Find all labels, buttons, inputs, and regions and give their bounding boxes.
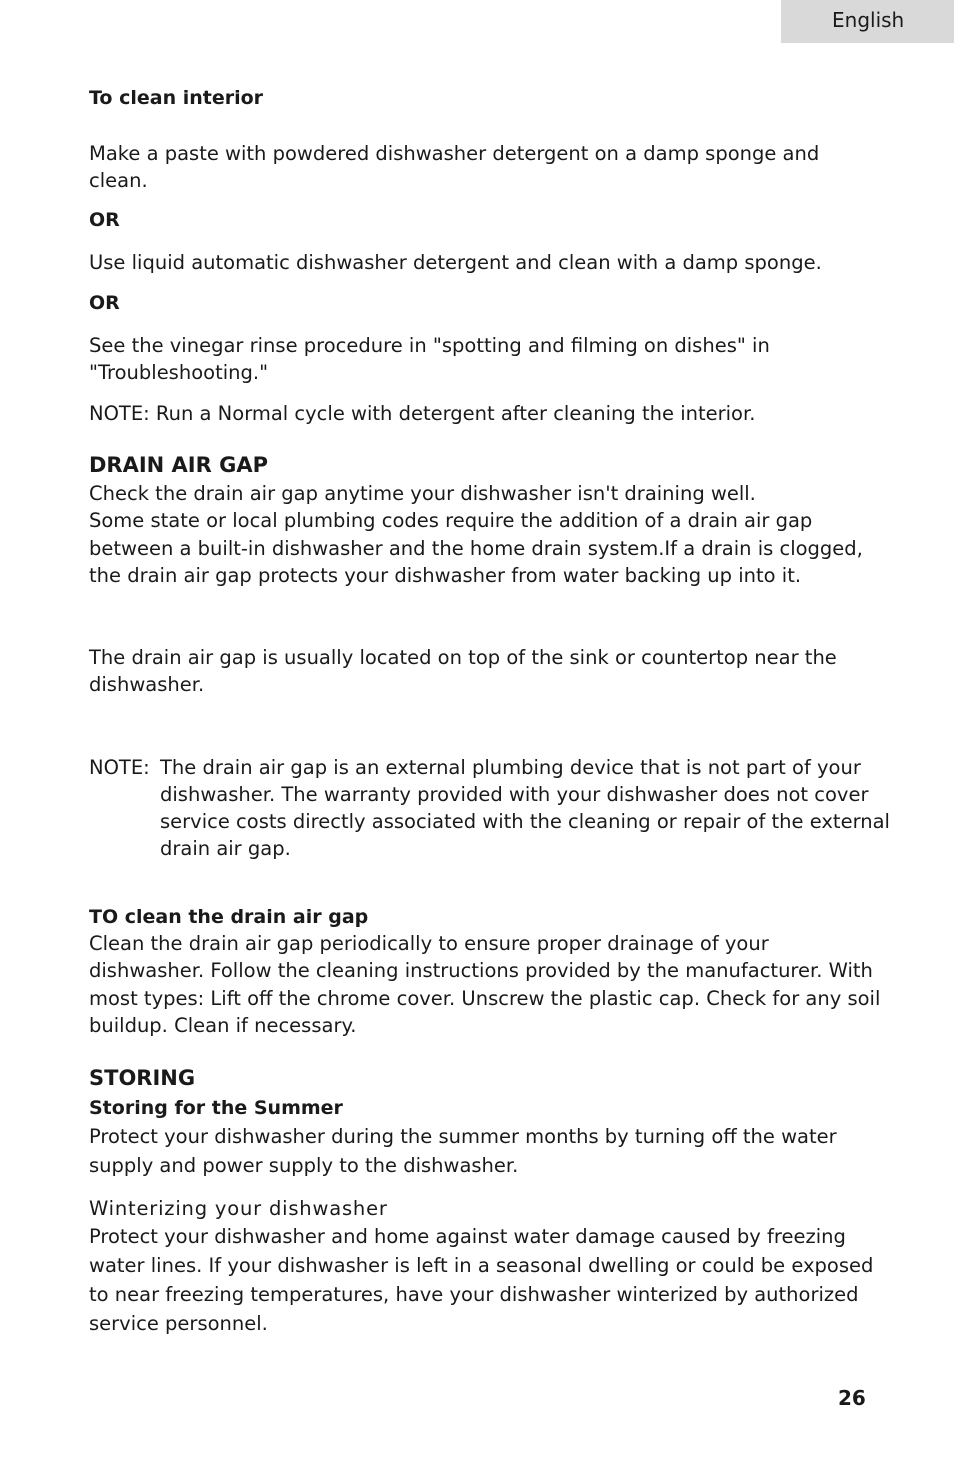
language-label: English <box>832 8 905 32</box>
or-separator-1: OR <box>89 209 120 231</box>
winter-heading: Winterizing your dishwasher <box>89 1197 388 1220</box>
summer-paragraph: Protect your dishwasher during the summer months by turning off the water supply and power supply to the dishwasher. <box>89 1125 837 1177</box>
page-number: 26 <box>838 1386 866 1410</box>
storing-heading: STORING <box>89 1066 196 1090</box>
note-label: NOTE: <box>89 756 150 779</box>
interior-paragraph-1: Make a paste with powdered dishwasher detergent on a damp sponge and clean. <box>89 142 820 193</box>
language-tab <box>781 0 954 43</box>
winter-paragraph: Protect your dishwasher and home against water damage caused by freezing water lines. If your dishwasher is left in a seasonal dwelling or could be exposed to near freezing temperatures, have your dishwasher winterized by authorized service personnel. <box>89 1225 874 1335</box>
interior-heading: To clean interior <box>89 87 264 109</box>
interior-paragraph-3: See the vinegar rinse procedure in "spotting and filming on dishes" in "Troubleshooting." <box>89 334 770 385</box>
interior-note: NOTE: Run a Normal cycle with detergent after cleaning the interior. <box>89 402 756 425</box>
drain-air-gap-paragraph-1: Check the drain air gap anytime your dishwasher isn't draining well. Some state or local plumbing codes require the addition of a drain air gap between a built-in dishwasher and the home drain system.If a drain is clogged, the drain air gap protects your dishwasher from water backing up into it. <box>89 482 863 587</box>
drain-air-gap-paragraph-2: The drain air gap is usually located on top of the sink or countertop near the dishwasher. <box>89 646 837 697</box>
clean-drain-paragraph: Clean the drain air gap periodically to ensure proper drainage of your dishwasher. Follow the cleaning instructions provided by the manufacturer. With most types: Lift off the chrome cover. Unscrew the plastic cap. Check for any soil buildup. Clean if necessary. <box>89 932 881 1037</box>
or-separator-2: OR <box>89 292 120 314</box>
drain-air-gap-note: NOTE: The drain air gap is an external plumbing device that is not part of your dishwasher. The warranty provided with your dishwasher does not cover service costs directly associated with the cleaning or repair of the external drain air gap. <box>89 756 890 860</box>
clean-drain-heading: TO clean the drain air gap <box>89 906 369 928</box>
drain-air-gap-heading: DRAIN AIR GAP <box>89 453 268 477</box>
interior-paragraph-2: Use liquid automatic dishwasher detergent and clean with a damp sponge. <box>89 251 822 274</box>
summer-heading: Storing for the Summer <box>89 1097 343 1119</box>
